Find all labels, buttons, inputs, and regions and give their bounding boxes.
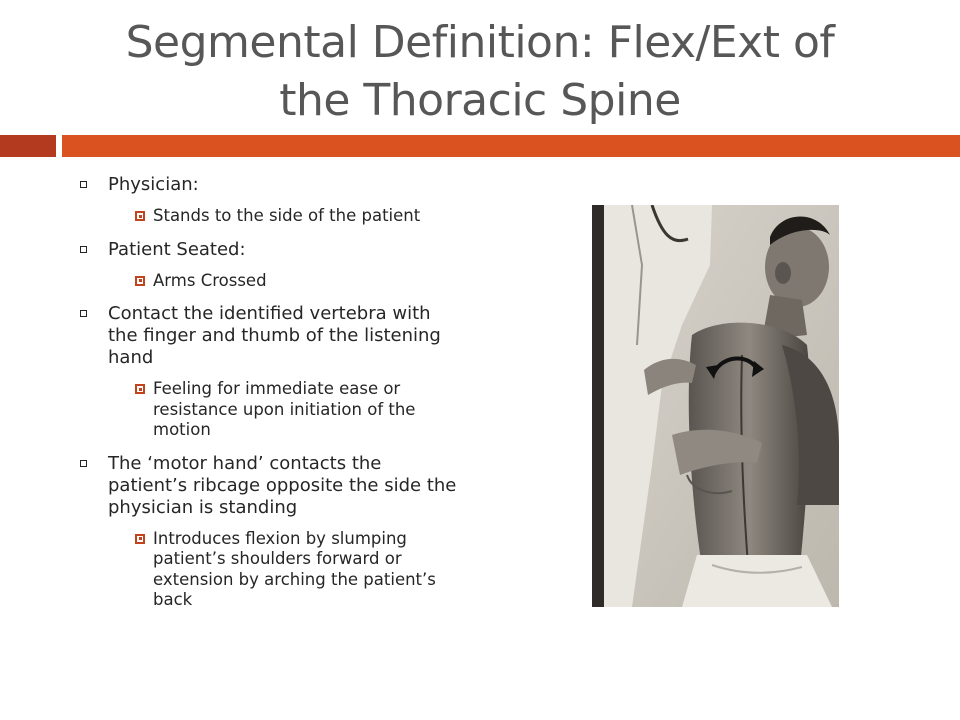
sub-bullet-item — [108, 206, 460, 227]
slide-title — [40, 14, 920, 130]
exam-photo-illustration — [592, 205, 839, 607]
title-divider-bar — [62, 135, 960, 157]
sub-bullet-text: Arms Crossed — [153, 270, 267, 290]
bullet-list — [80, 174, 460, 623]
bullet-item-physician — [80, 174, 460, 227]
slide-title-line-1: Segmental Definition: Flex/Ext of — [125, 17, 835, 68]
patient-lower-body — [682, 555, 832, 607]
bullet-item-contact-vertebra — [80, 303, 460, 441]
sub-bullet-text: Introduces flexion by slumping patient’s shoulders forward or extension by arching the patient’s back — [153, 528, 436, 609]
filled-square-bullet-icon — [135, 276, 145, 286]
sub-bullet-text: Feeling for immediate ease or resistance upon initiation of the motion — [153, 379, 416, 439]
square-bullet-icon — [80, 460, 87, 467]
sub-bullet-item — [108, 379, 460, 441]
photo-left-edge — [592, 205, 604, 607]
bullet-text: Contact the identified vertebra with the finger and thumb of the listening hand — [108, 303, 441, 368]
thoracic-spine-exam-photo — [592, 205, 839, 607]
patient-ear — [775, 262, 791, 284]
sub-bullet-text: Stands to the side of the patient — [153, 206, 421, 225]
bullet-item-patient-seated — [80, 239, 460, 292]
bullet-text: Physician: — [108, 174, 199, 195]
bullet-text: Patient Seated: — [108, 238, 246, 260]
filled-square-bullet-icon — [135, 534, 145, 544]
filled-square-bullet-icon — [135, 211, 145, 221]
filled-square-bullet-icon — [135, 384, 145, 394]
bullet-item-motor-hand — [80, 453, 460, 611]
slide-title-line-2: the Thoracic Spine — [279, 75, 681, 126]
bullet-text: The ‘motor hand’ contacts the patient’s ribcage opposite the side the physician is standing — [108, 452, 457, 518]
square-bullet-icon — [80, 310, 87, 317]
square-bullet-icon — [80, 181, 87, 188]
square-bullet-icon — [80, 246, 87, 253]
sub-bullet-item — [108, 271, 460, 292]
sub-bullet-item — [108, 529, 460, 611]
title-divider-left — [0, 135, 56, 157]
